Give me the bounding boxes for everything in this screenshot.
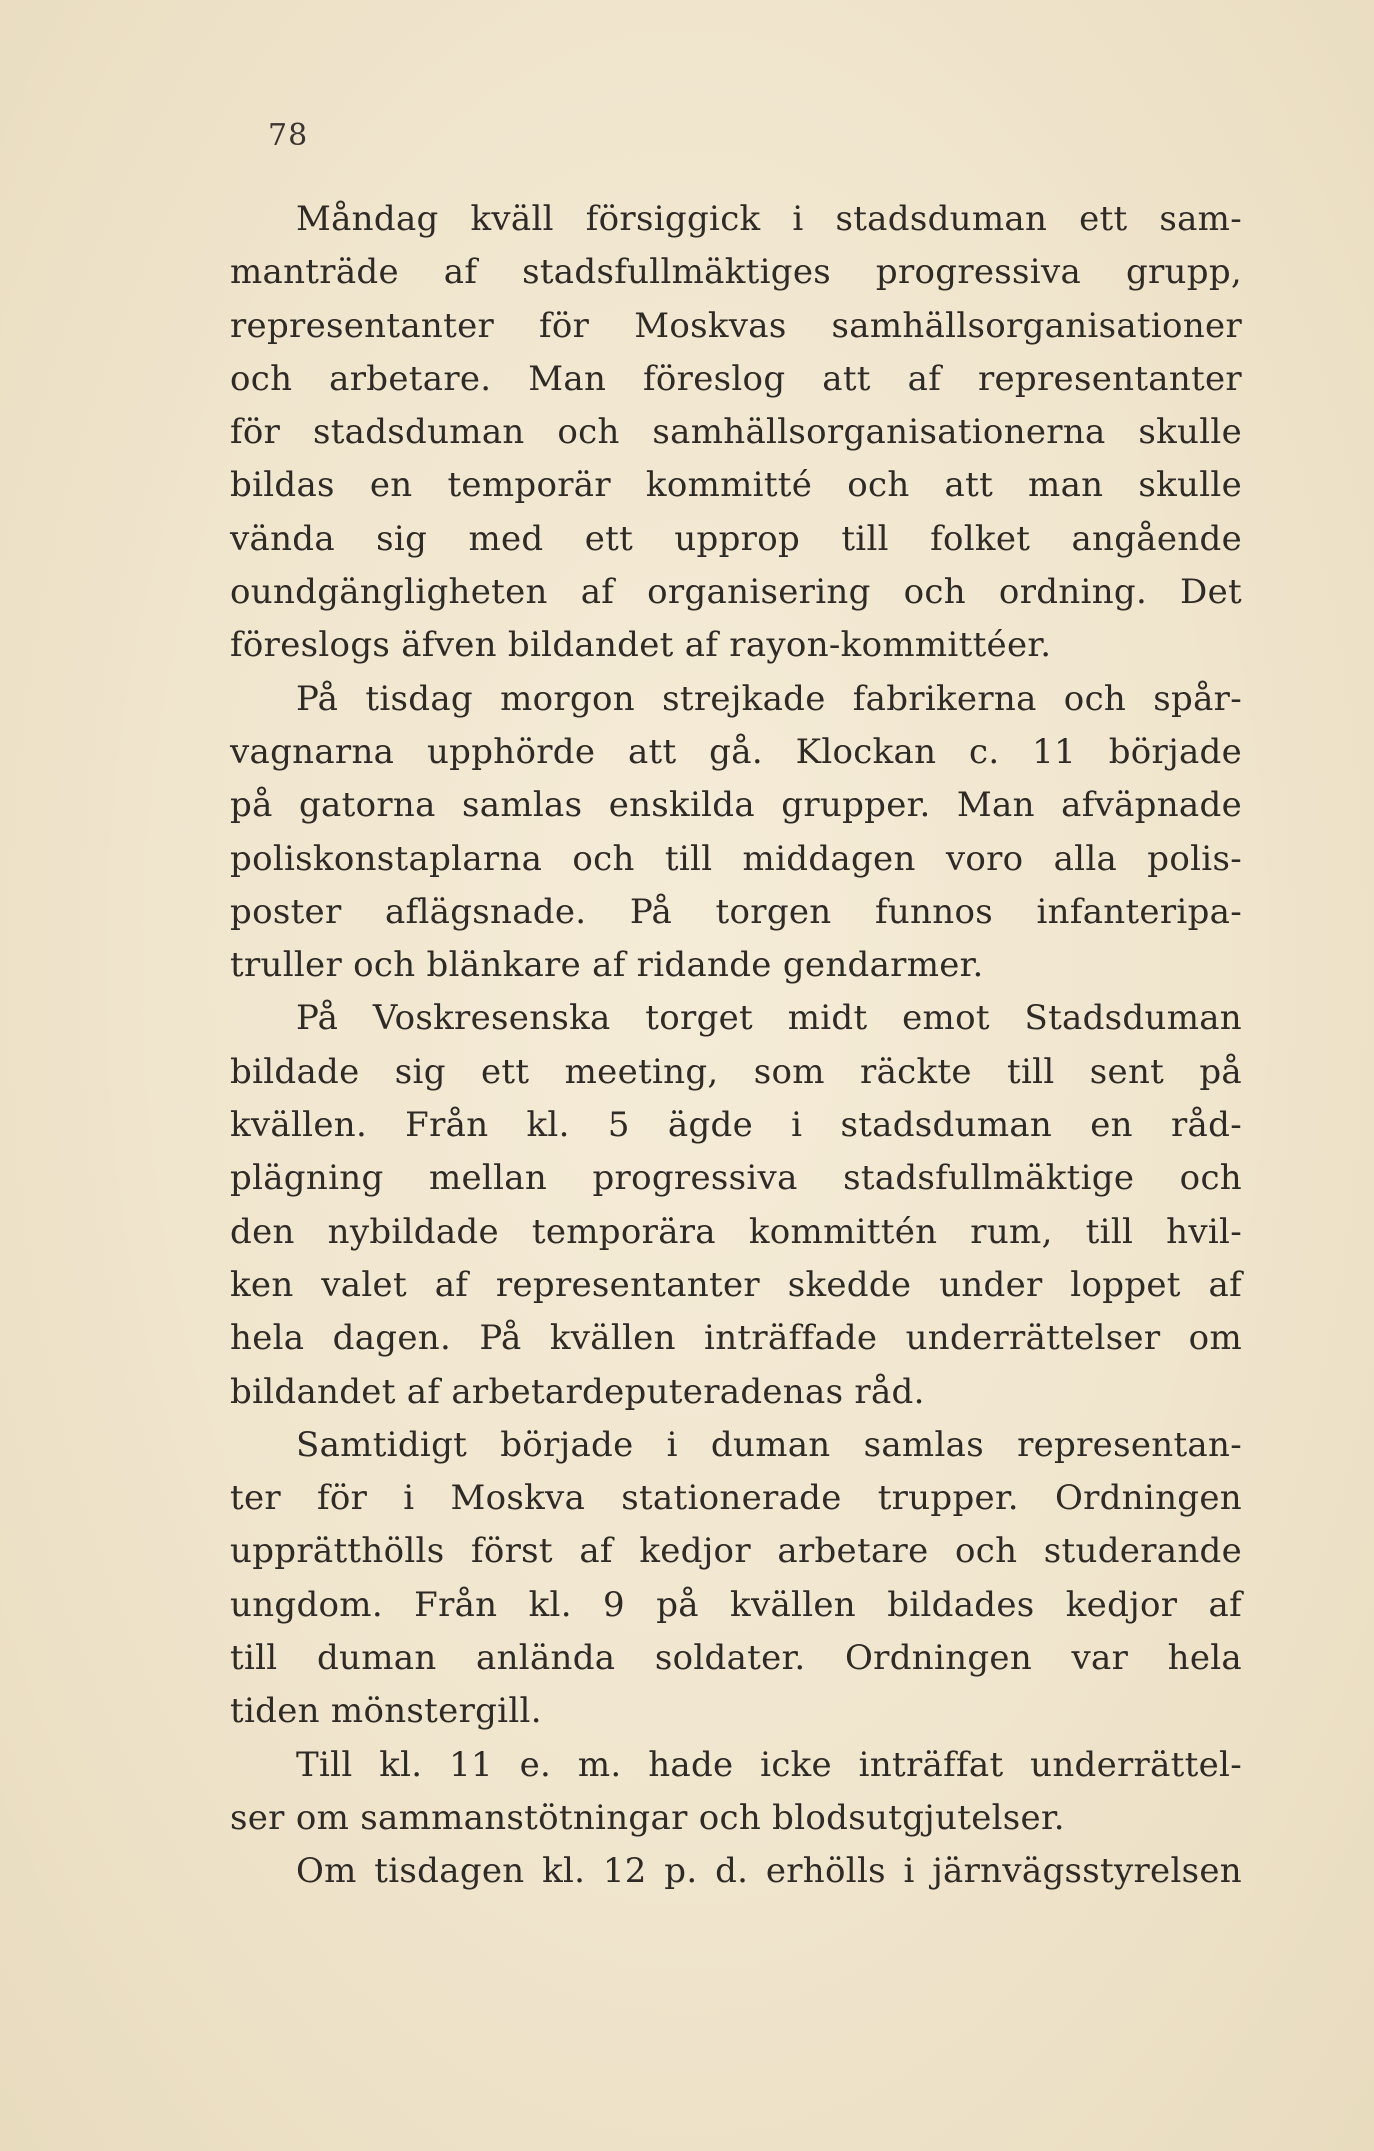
text-line: ter för i Moskva stationerade trupper. Ordningen — [230, 1478, 1242, 1519]
text-line: Om tisdagen kl. 12 p. d. erhölls i järnvägsstyrelsen — [296, 1851, 1242, 1892]
text-line: På Voskresenska torget midt emot Stadsduman — [296, 998, 1242, 1039]
text-line: Till kl. 11 e. m. hade icke inträffat underrättel- — [296, 1744, 1242, 1785]
text-line: för stadsduman och samhällsorganisationerna skulle — [230, 412, 1242, 453]
text-line: på gatorna samlas enskilda grupper. Man afväpnade — [230, 785, 1242, 826]
text-line: bildandet af arbetardeputeradenas råd. — [230, 1371, 925, 1412]
text-line: poster aflägsnade. På torgen funnos infanteripa- — [230, 891, 1242, 932]
text-line: oundgängligheten af organisering och ordning. Det — [230, 572, 1242, 613]
text-line: representanter för Moskvas samhällsorganisationer — [230, 305, 1242, 346]
text-line: ungdom. Från kl. 9 på kvällen bildades kedjor af — [230, 1584, 1242, 1625]
text-line: manträde af stadsfullmäktiges progressiva grupp, — [230, 252, 1242, 293]
text-line: hela dagen. På kvällen inträffade underrättelser om — [230, 1318, 1242, 1359]
text-line: till duman anlända soldater. Ordningen var hela — [230, 1638, 1242, 1679]
body-text — [230, 193, 1242, 1899]
text-line: Samtidigt började i duman samlas representan- — [296, 1424, 1242, 1465]
text-line: bildas en temporär kommitté och att man skulle — [230, 465, 1242, 506]
text-line: vagnarna upphörde att gå. Klockan c. 11 började — [230, 731, 1242, 772]
text-line: vända sig med ett upprop till folket angående — [230, 518, 1242, 559]
text-line: poliskonstaplarna och till middagen voro alla polis- — [230, 838, 1242, 879]
text-line: kvällen. Från kl. 5 ägde i stadsduman en råd- — [230, 1105, 1242, 1146]
text-line: Måndag kväll försiggick i stadsduman ett sam- — [296, 199, 1242, 239]
text-line: föreslogs äfven bildandet af rayon-kommittéer. — [230, 625, 1052, 666]
text-line: plägning mellan progressiva stadsfullmäktige och — [230, 1158, 1242, 1199]
text-line: tiden mönstergill. — [230, 1691, 542, 1732]
text-line: och arbetare. Man föreslog att af representanter — [230, 358, 1242, 399]
text-line: ser om sammanstötningar och blodsutgjutelser. — [230, 1797, 1065, 1838]
text-line: truller och blänkare af ridande gendarmer. — [230, 945, 984, 986]
text-line: den nybildade temporära kommittén rum, till hvil- — [230, 1211, 1242, 1252]
text-line: upprätthölls först af kedjor arbetare och studerande — [230, 1531, 1242, 1572]
text-line: bildade sig ett meeting, som räckte till sent på — [230, 1051, 1242, 1092]
page-number: 78 — [268, 118, 309, 153]
text-line: På tisdag morgon strejkade fabrikerna och spår- — [296, 678, 1242, 719]
text-line: ken valet af representanter skedde under loppet af — [230, 1264, 1242, 1305]
